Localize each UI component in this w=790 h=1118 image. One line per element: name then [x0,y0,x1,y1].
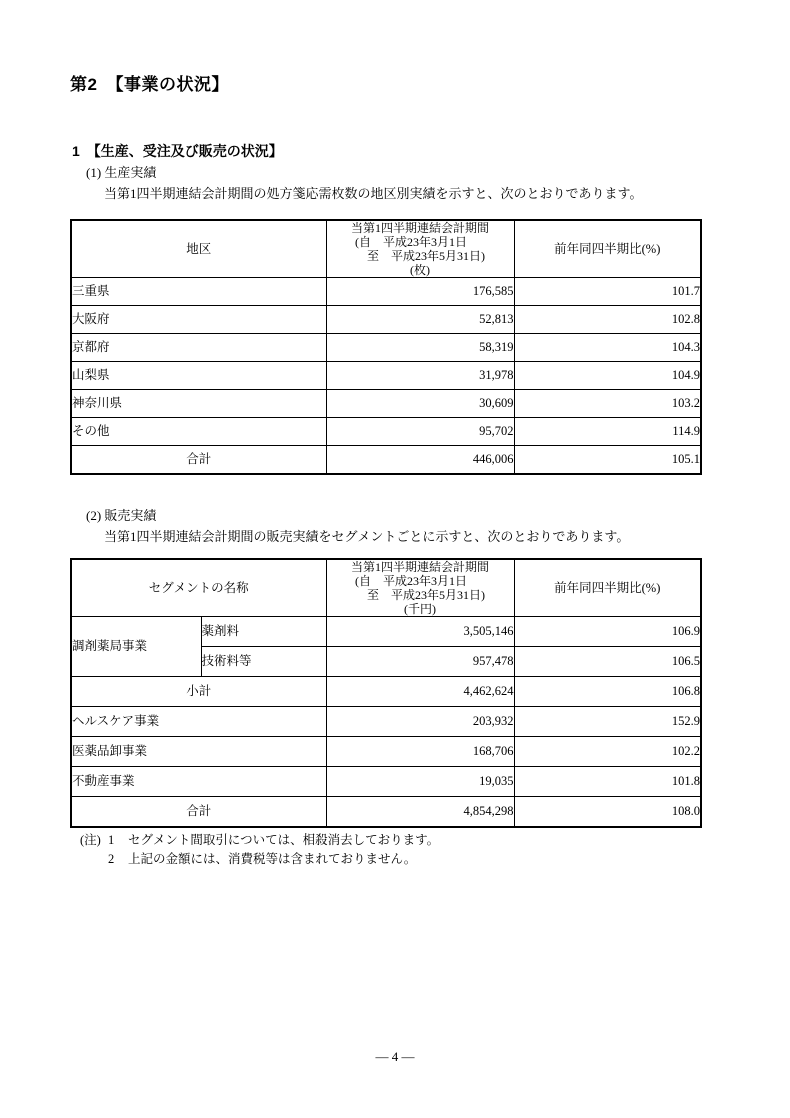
page-title: 第2 【事業の状況】 [70,75,229,94]
table-row [71,390,701,418]
production-table [70,219,702,475]
region-label: 大阪府 [71,306,326,334]
total-value: 4,854,298 [326,797,514,827]
region-yoy: 103.2 [514,390,701,418]
production-total-row [71,446,701,474]
segment-yoy: 102.2 [514,737,701,767]
table-row [71,306,701,334]
total-yoy: 105.1 [514,446,701,474]
sales-total-row [71,797,701,827]
region-label: 山梨県 [71,362,326,390]
production-table-header-row [71,220,701,278]
header-line: 至 平成23年5月31日) [355,249,485,263]
region-value: 95,702 [326,418,514,446]
subheading-sales-results: (2) 販売実績 [86,508,157,523]
total-value: 446,006 [326,446,514,474]
subheading-production-results: (1) 生産実績 [86,165,157,180]
header-line: (自 平成23年3月1日 [355,235,467,249]
table-row [71,707,701,737]
note-label: (注) [80,833,101,847]
note-label-spacer [80,850,108,869]
sales-table [70,558,702,828]
table-row [71,418,701,446]
region-yoy: 114.9 [514,418,701,446]
sales-header-segment: セグメントの名称 [71,559,326,617]
table-row [71,767,701,797]
note-number: 1 [108,833,115,847]
segment-yoy: 152.9 [514,707,701,737]
sales-table-header-row [71,559,701,617]
header-line: 当第1四半期連結会計期間 [350,221,489,235]
segment-yoy: 101.8 [514,767,701,797]
header-line: 当第1四半期連結会計期間 [350,560,489,574]
footnote-item [80,831,439,850]
total-yoy: 108.0 [514,797,701,827]
header-date-block [355,235,485,263]
footnotes [80,831,439,869]
segment-label: 不動産事業 [71,767,326,797]
region-yoy: 101.7 [514,278,701,306]
region-yoy: 104.3 [514,334,701,362]
note-text: 上記の金額には、消費税等は含まれておりません。 [128,852,417,866]
note-number: 2 [108,852,115,866]
table-row [71,617,701,647]
subtotal-yoy: 106.8 [514,677,701,707]
page-number: ― 4 ― [375,1049,415,1064]
region-label: その他 [71,418,326,446]
segment-yoy: 106.9 [514,617,701,647]
region-value: 176,585 [326,278,514,306]
segment-group-label: 調剤薬局事業 [71,617,201,677]
segment-sub-label: 薬剤料 [201,617,326,647]
total-label: 合計 [71,446,326,474]
subtotal-value: 4,462,624 [326,677,514,707]
segment-yoy: 106.5 [514,647,701,677]
production-intro-text: 当第1四半期連結会計期間の処方箋応需枚数の地区別実績を示すと、次のとおりであります。 [104,186,643,201]
sales-subtotal-row [71,677,701,707]
header-date-block [355,574,485,602]
region-label: 三重県 [71,278,326,306]
header-unit-label: (千円) [404,602,436,616]
subtotal-label: 小計 [71,677,326,707]
header-line: (自 平成23年3月1日 [355,574,467,588]
segment-value: 203,932 [326,707,514,737]
table-row [71,278,701,306]
table-row [71,362,701,390]
region-value: 30,609 [326,390,514,418]
region-yoy: 102.8 [514,306,701,334]
section-heading-production-orders-sales: 1 【生産、受注及び販売の状況】 [72,143,283,159]
table-row [71,737,701,767]
footnote-item [80,850,439,869]
production-header-period [326,220,514,278]
segment-value: 168,706 [326,737,514,767]
sales-header-period [326,559,514,617]
region-label: 神奈川県 [71,390,326,418]
note-text: セグメント間取引については、相殺消去しております。 [128,833,440,847]
region-label: 京都府 [71,334,326,362]
header-line: 至 平成23年5月31日) [355,588,485,602]
region-value: 31,978 [326,362,514,390]
sales-intro-text: 当第1四半期連結会計期間の販売実績をセグメントごとに示すと、次のとおりであります。 [104,529,630,544]
sales-header-yoy: 前年同四半期比(%) [514,559,701,617]
header-unit-label: (枚) [410,263,430,277]
segment-value: 19,035 [326,767,514,797]
segment-value: 957,478 [326,647,514,677]
total-label: 合計 [71,797,326,827]
region-value: 58,319 [326,334,514,362]
production-header-yoy: 前年同四半期比(%) [514,220,701,278]
production-header-region: 地区 [71,220,326,278]
segment-value: 3,505,146 [326,617,514,647]
region-yoy: 104.9 [514,362,701,390]
segment-label: 医薬品卸事業 [71,737,326,767]
region-value: 52,813 [326,306,514,334]
table-row [71,334,701,362]
segment-sub-label: 技術料等 [201,647,326,677]
segment-label: ヘルスケア事業 [71,707,326,737]
